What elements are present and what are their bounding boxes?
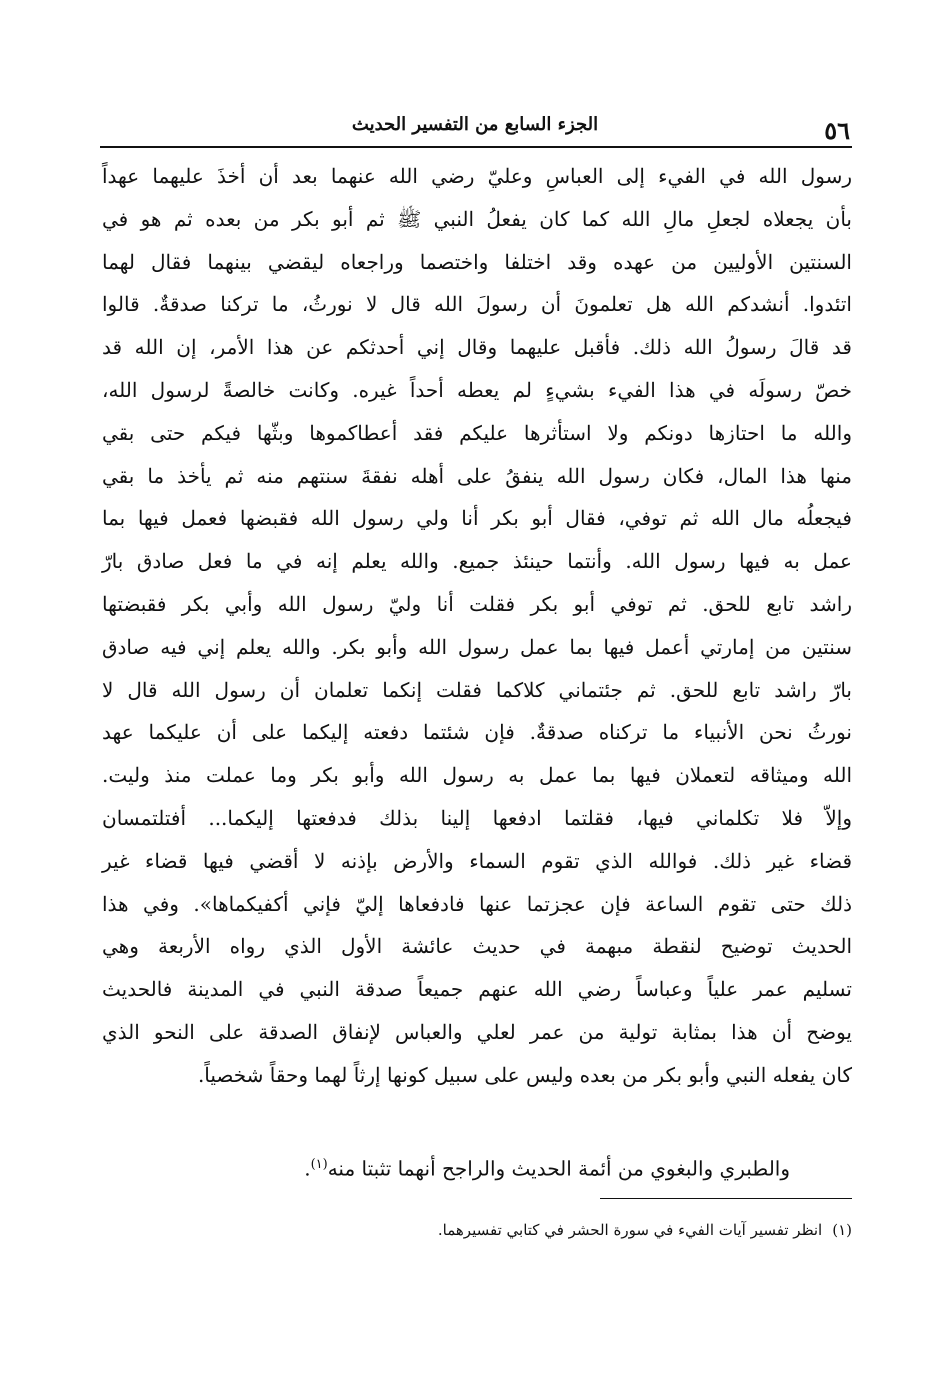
text-line: بأن يجعلاه لجعلِ مالِ الله كما كان يفعلُ النبي ﷺ ثم أبو بكر من بعده ثم هو في [102, 206, 852, 231]
closing-text: والطبري والبغوي من أئمة الحديث والراجح أنهما تثبتا منه [327, 1156, 790, 1181]
page-number: ٥٦ [824, 116, 850, 145]
text-line: فيجعلُه مال الله ثم توفي، فقال أبو بكر أنا ولي رسول الله فقبضها فعمل فيها بما [102, 506, 852, 531]
footnote-rule [600, 1198, 852, 1199]
text-line: يوضح أن هذا بمثابة تولية من عمر لعلي والعباس لإنفاق الصدقة على النحو الذي [102, 1019, 852, 1044]
text-line: والله ما احتازها دونكم ولا استأثرها عليكم فقد أعطاكموها وبثّها فيكم حتى بقي [102, 420, 852, 445]
running-head: الجزء السابع من التفسير الحديث [351, 114, 599, 135]
text-line: رسول الله في الفيء إلى العباسِ وعليّ رضي الله عنهما بعد أن أخذَ عليهما عهداً [102, 164, 852, 188]
text-line: وإلاّ فلا تكلماني فيها، فقلتما ادفعها إلينا بذلك فدفعتها إليكما... أفتلتمسان [102, 805, 852, 830]
header-rule [100, 146, 852, 148]
closing-period: . [304, 1156, 311, 1181]
text-line: منها هذا المال، فكان رسول الله ينفقُ على أهله نفقةَ سنتهم منه ثم يأخذ ما بقي [102, 463, 852, 488]
text-line: السنتين الأوليين من عهده وقد اختلفا واختصما وراجعاه ليقضي بينهما فقال لهما [102, 249, 852, 274]
text-line: قد قالَ رسولُ الله ذلك. فأقبل عليهما وقال إني أحدثكم عن هذا الأمر، إن الله قد [102, 335, 852, 360]
text-line: سنتين من إمارتي أعمل فيها بما عمل رسول الله وأبو بكر. والله يعلم إني فيه صادق [102, 634, 852, 659]
text-line: نورثُ نحن الأنبياء ما تركناه صدقةٌ. فإن شئتما دفعته إليكما على أن عليكما عهد [102, 720, 853, 745]
text-line: تسليم عمر علياً وعباساً رضي الله عنهم جميعاً صدقة النبي في المدينة فالحديث [102, 977, 852, 1002]
text-line: ذلك حتى تقوم الساعة فإن عجزتما عنها فادفعاها إليّ فإني أكفيكماها». وفي هذا [102, 891, 852, 916]
footnote [102, 1216, 852, 1244]
text-line: راشد تابع للحق. ثم توفي أبو بكر فقلت أنا وليّ رسول الله وأبي بكر فقبضتها [102, 591, 852, 616]
text-line: الحديث توضيح لنقطة مبهمة في حديث عائشة الأول الذي رواه الأربعة وهي [102, 934, 852, 959]
text-line: عمل به فيها رسول الله. وأنتما حينئذ جميع. والله يعلم إنه في ما فعل صادق بارّ [102, 549, 852, 574]
text-line: خصّ رسولَه في هذا الفيء بشيءٍ لم يعطه أحداً غيره. وكانت خالصةً لرسول الله، [102, 377, 852, 402]
text-line: اتئدوا. أنشدكم الله هل تعلمونَ أن رسولَ الله قال لا نورثُ، ما تركنا صدقةٌ. قالوا [102, 292, 852, 317]
page-header [100, 112, 850, 148]
footnote-reference[interactable]: (١) [310, 1157, 328, 1172]
footnote-text: انظر تفسير آيات الفيء في سورة الحشر في كتابي تفسيرهما. [437, 1221, 823, 1239]
text-line: كان يفعله النبي وأبو بكر من بعده وليس على سبيل كونها إرثاً لهما وحقاً شخصياً. [197, 1062, 852, 1087]
closing-line [102, 1145, 790, 1189]
body-text [102, 155, 852, 1097]
footnote-number: (١) [832, 1221, 852, 1239]
text-line: بارّ راشد تابع للحق. ثم جئتماني كلاكما فقلت إنكما تعلمان أن رسول الله قال لا [102, 677, 852, 702]
text-line: الله وميثاقه لتعملان فيها بما عمل به رسول الله وأبو بكر وما عملت منذ وليت. [102, 763, 852, 788]
text-line: قضاء غير ذلك. فوالله الذي تقوم السماء والأرض بإذنه لا أقضي فيها قضاء غير [102, 848, 852, 873]
